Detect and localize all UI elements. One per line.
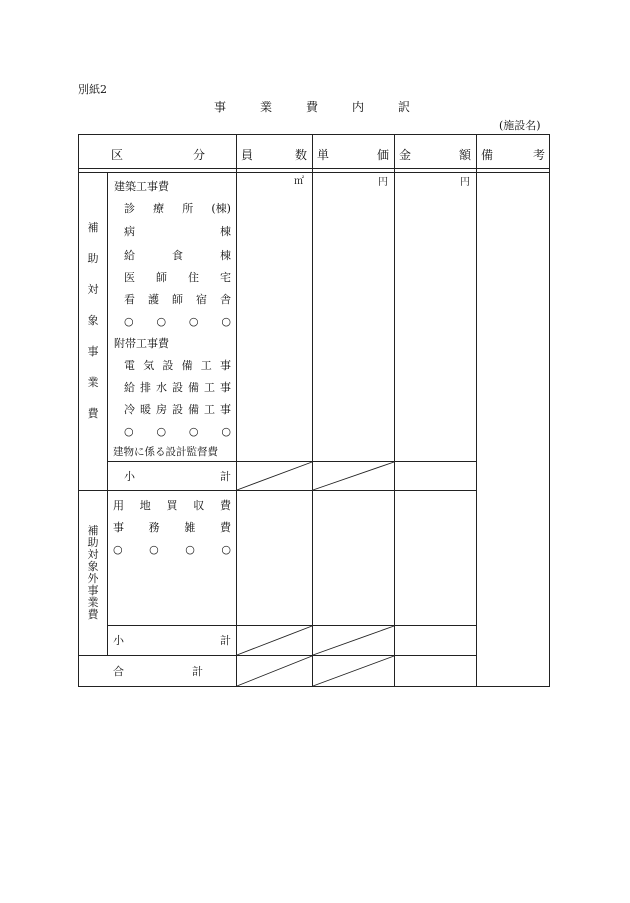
item-char: 食 <box>172 249 183 262</box>
item-char: 設 <box>172 381 183 394</box>
label-char: 補 <box>87 524 99 537</box>
strike-line <box>237 626 312 655</box>
item-char: 備 <box>188 403 199 416</box>
label-char: 費 <box>87 608 99 621</box>
total-char: 計 <box>192 665 203 678</box>
item-char: 費 <box>220 499 231 512</box>
item-placeholder-1 <box>124 316 231 327</box>
unit-amount: 円 <box>460 177 470 188</box>
item-char: 備 <box>181 359 193 372</box>
item-electrical <box>124 360 231 371</box>
item-char: 事 <box>219 359 231 372</box>
header-remarks <box>481 149 545 161</box>
circle-placeholder-icon: ○ <box>156 315 167 328</box>
item-office <box>113 522 231 533</box>
header-char: 考 <box>532 148 545 162</box>
circle-placeholder-icon: ○ <box>113 543 123 556</box>
item-char: 設 <box>162 359 174 372</box>
subtotal-char: 計 <box>220 470 231 483</box>
title-char: 事 <box>214 100 227 114</box>
circle-placeholder-icon: ○ <box>124 425 134 438</box>
item-char: 看 <box>124 293 135 306</box>
item-char: 師 <box>172 293 183 306</box>
facility-name: (施設名) <box>499 119 541 132</box>
label-char: 業 <box>87 376 99 389</box>
circle-placeholder-icon: ○ <box>221 315 231 328</box>
total-char: 合 <box>113 665 124 678</box>
strike-line <box>313 656 394 686</box>
circle-placeholder-icon: ○ <box>188 315 199 328</box>
attachment-label: 別紙2 <box>78 83 107 96</box>
circle-placeholder-icon: ○ <box>124 315 134 328</box>
title-char: 訳 <box>397 100 410 114</box>
item-char: 設 <box>172 403 183 416</box>
item-doctor-housing <box>124 272 231 283</box>
title-char: 内 <box>351 100 364 114</box>
header-char: 員 <box>241 148 254 162</box>
item-char: 買 <box>166 499 178 512</box>
label-char: 対 <box>87 548 99 561</box>
unit-unit-price: 円 <box>378 177 388 188</box>
item-construction: 建築工事費 <box>114 180 169 193</box>
item-char: 棟 <box>220 249 231 262</box>
item-ward <box>124 226 231 237</box>
circle-placeholder-icon: ○ <box>188 425 199 438</box>
subtotal-char: 小 <box>124 470 135 483</box>
subtotal-subsidized <box>124 471 231 482</box>
item-char: 房 <box>156 403 167 416</box>
item-char: 務 <box>148 521 160 534</box>
item-char: 事 <box>220 381 231 394</box>
circle-placeholder-icon: ○ <box>156 425 167 438</box>
header-quantity <box>241 149 307 161</box>
strike-line <box>237 656 312 686</box>
item-char: 収 <box>193 499 205 512</box>
header-char: 区 <box>111 148 124 162</box>
label-char: 助 <box>87 536 99 549</box>
grand-total <box>113 666 203 677</box>
item-char: 電 <box>124 359 135 372</box>
item-char: 住 <box>188 271 199 284</box>
item-char: 病 <box>124 225 135 238</box>
header-unit-price <box>317 149 389 161</box>
item-char: 宿 <box>196 293 207 306</box>
item-char: 工 <box>200 359 212 372</box>
item-plumbing <box>124 382 231 393</box>
header-char: 単 <box>317 148 330 162</box>
circle-placeholder-icon: ○ <box>221 543 231 556</box>
circle-placeholder-icon: ○ <box>221 425 231 438</box>
strike-line <box>313 462 394 490</box>
item-hvac <box>124 404 231 415</box>
item-char: 診 <box>124 202 135 215</box>
item-char: 棟 <box>220 225 231 238</box>
item-char: 所 <box>182 202 194 215</box>
subtotal-char: 計 <box>220 634 231 647</box>
circle-placeholder-icon: ○ <box>149 543 159 556</box>
item-char: 冷 <box>124 403 135 416</box>
item-char: 地 <box>139 499 151 512</box>
item-char: 事 <box>113 521 124 534</box>
header-char: 価 <box>376 148 389 162</box>
item-char: 備 <box>188 381 199 394</box>
item-char: 雑 <box>184 521 196 534</box>
strike-line <box>313 626 394 655</box>
item-char: 排 <box>140 381 151 394</box>
item-char: 工 <box>204 403 215 416</box>
label-char: 費 <box>87 407 99 420</box>
header-category <box>111 149 205 161</box>
header-char: 額 <box>458 148 471 162</box>
label-char: 外 <box>87 572 99 585</box>
subtotal-nonsubsidized <box>113 635 231 646</box>
item-supervision: 建物に係る設計監督費 <box>113 446 218 458</box>
unit-quantity: ㎡ <box>294 176 304 187</box>
item-char: 費 <box>219 521 231 534</box>
item-char: 工 <box>204 381 215 394</box>
item-char: 水 <box>156 381 167 394</box>
item-char: 暖 <box>140 403 151 416</box>
item-char: (棟) <box>211 202 231 215</box>
item-char: 気 <box>143 359 155 372</box>
title-char: 費 <box>305 100 318 114</box>
nonsubsidized-group-label <box>86 525 100 625</box>
label-char: 業 <box>87 596 99 609</box>
header-amount <box>399 149 471 161</box>
item-char: 舎 <box>220 293 231 306</box>
label-char: 助 <box>87 252 99 265</box>
header-char: 分 <box>192 148 205 162</box>
strike-line <box>237 462 312 490</box>
header-char: 備 <box>481 148 494 162</box>
item-clinic <box>124 203 231 214</box>
item-nurse-dorm <box>124 294 231 305</box>
label-char: 対 <box>87 283 99 296</box>
label-char: 事 <box>87 584 99 597</box>
subtotal-char: 小 <box>113 634 124 647</box>
label-char: 象 <box>87 560 99 573</box>
item-land <box>113 500 231 511</box>
label-char: 象 <box>87 314 99 327</box>
item-placeholder-2 <box>124 426 231 437</box>
header-char: 金 <box>399 148 412 162</box>
label-char: 事 <box>87 345 99 358</box>
title-char: 業 <box>259 100 272 114</box>
item-char: 師 <box>156 271 167 284</box>
label-char: 補 <box>87 221 99 234</box>
item-char: 給 <box>124 381 135 394</box>
header-char: 数 <box>294 148 307 162</box>
subsidized-group-label <box>86 222 100 442</box>
item-char: 用 <box>113 499 124 512</box>
item-ancillary: 附帯工事費 <box>114 337 169 350</box>
item-kitchen <box>124 250 231 261</box>
item-char: 給 <box>124 249 135 262</box>
circle-placeholder-icon: ○ <box>185 543 195 556</box>
item-char: 医 <box>124 271 135 284</box>
item-char: 宅 <box>220 271 231 284</box>
item-char: 護 <box>148 293 159 306</box>
item-char: 療 <box>153 202 165 215</box>
item-char: 事 <box>220 403 231 416</box>
item-nonsub-placeholder <box>113 544 231 555</box>
